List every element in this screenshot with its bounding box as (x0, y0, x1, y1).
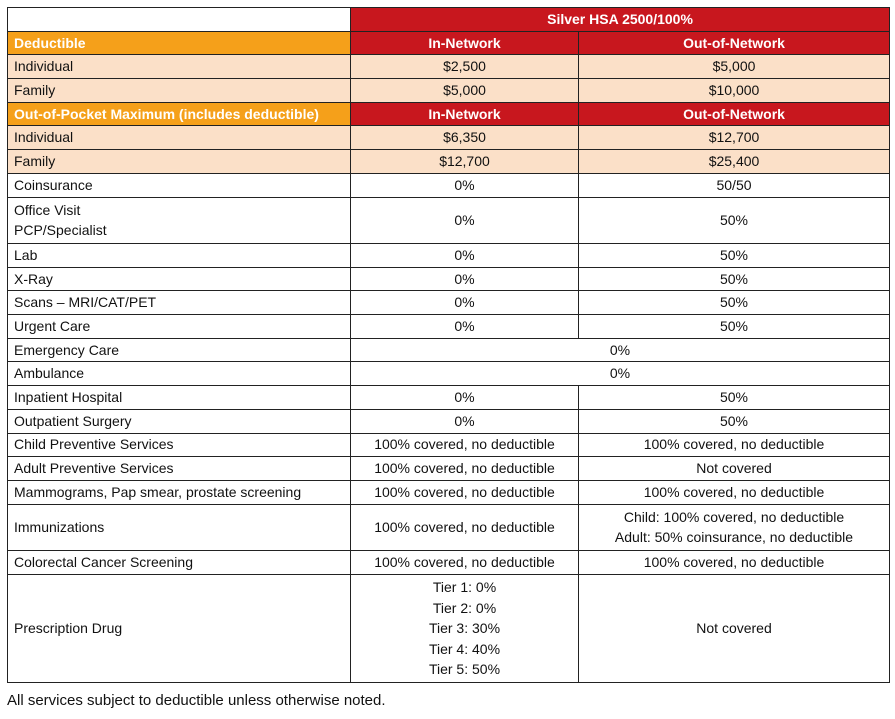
deductible-header-label: Deductible (8, 31, 351, 55)
tier-item: Tier 5: 50% (428, 661, 501, 677)
footnote: All services subject to deductible unless otherwise noted. (7, 692, 386, 709)
value-line: Adult: 50% coinsurance, no deductible (614, 529, 854, 546)
row-label: Individual (8, 126, 351, 150)
row-label: Coinsurance (8, 173, 351, 197)
row-label: Scans – MRI/CAT/PET (8, 291, 351, 315)
ambulance-row (8, 362, 890, 386)
plan-name-header: Silver HSA 2500/100% (351, 8, 890, 32)
out-network-value: 50/50 (579, 173, 890, 197)
tier-item: Tier 1: 0% (432, 579, 497, 595)
office-visit-row (8, 197, 890, 244)
in-network-header: In-Network (351, 31, 579, 55)
row-label: Mammograms, Pap smear, prostate screening (8, 480, 351, 504)
row-label: Urgent Care (8, 315, 351, 339)
child-preventive-row (8, 433, 890, 457)
out-network-value: Not covered (579, 574, 890, 682)
benefits-table (7, 7, 890, 683)
value-line: Child: 100% covered, no deductible (623, 508, 845, 525)
out-network-value: 50% (579, 267, 890, 291)
row-label: Family (8, 79, 351, 103)
row-label: Immunizations (8, 504, 351, 551)
colorectal-row (8, 551, 890, 575)
oop-individual-row (8, 126, 890, 150)
out-network-value: $10,000 (579, 79, 890, 103)
in-network-value: 100% covered, no deductible (351, 480, 579, 504)
deductible-family-row (8, 79, 890, 103)
row-label: Family (8, 150, 351, 174)
out-network-value: $25,400 (579, 150, 890, 174)
tier-item: Tier 4: 40% (428, 640, 501, 657)
xray-row (8, 267, 890, 291)
row-label: X-Ray (8, 267, 351, 291)
oop-family-row (8, 150, 890, 174)
in-network-value: 0% (351, 291, 579, 315)
row-label: Child Preventive Services (8, 433, 351, 457)
in-network-value: $6,350 (351, 126, 579, 150)
in-network-value: 0% (351, 244, 579, 268)
in-network-header: In-Network (351, 102, 579, 126)
row-label (8, 197, 351, 244)
prescription-row (8, 574, 890, 682)
row-label: Individual (8, 55, 351, 79)
emergency-care-row (8, 338, 890, 362)
in-network-value: 0% (351, 267, 579, 291)
out-network-value: 100% covered, no deductible (579, 551, 890, 575)
deductible-header-row (8, 31, 890, 55)
out-network-value: 50% (579, 386, 890, 410)
oop-header-label: Out-of-Pocket Maximum (includes deductible) (8, 102, 351, 126)
out-network-value: 100% covered, no deductible (579, 433, 890, 457)
plan-title-row (8, 8, 890, 32)
in-network-value: 0% (351, 315, 579, 339)
inpatient-row (8, 386, 890, 410)
tier-item: Tier 2: 0% (432, 599, 497, 616)
out-network-value: 50% (579, 197, 890, 244)
out-network-value: 50% (579, 315, 890, 339)
blank-corner-cell (8, 8, 351, 32)
in-network-value: 100% covered, no deductible (351, 504, 579, 551)
row-label: Outpatient Surgery (8, 409, 351, 433)
row-label: Lab (8, 244, 351, 268)
out-network-value: 50% (579, 409, 890, 433)
coinsurance-row (8, 173, 890, 197)
row-label: Adult Preventive Services (8, 457, 351, 481)
in-network-value: 0% (351, 409, 579, 433)
out-network-header: Out-of-Network (579, 31, 890, 55)
scans-row (8, 291, 890, 315)
in-network-value: 100% covered, no deductible (351, 433, 579, 457)
in-network-value: $12,700 (351, 150, 579, 174)
out-network-value: $5,000 (579, 55, 890, 79)
out-network-value: 50% (579, 244, 890, 268)
in-network-value: 0% (351, 386, 579, 410)
combined-value: 0% (351, 362, 890, 386)
in-network-value: 100% covered, no deductible (351, 457, 579, 481)
row-label: Emergency Care (8, 338, 351, 362)
out-network-value: 100% covered, no deductible (579, 480, 890, 504)
row-label: Inpatient Hospital (8, 386, 351, 410)
row-label-line: PCP/Specialist (14, 222, 107, 239)
immunizations-row (8, 504, 890, 551)
lab-row (8, 244, 890, 268)
out-network-value: $12,700 (579, 126, 890, 150)
combined-value: 0% (351, 338, 890, 362)
outpatient-row (8, 409, 890, 433)
mammograms-row (8, 480, 890, 504)
out-network-value (579, 504, 890, 551)
urgent-care-row (8, 315, 890, 339)
in-network-value: $5,000 (351, 79, 579, 103)
tier-item: Tier 3: 30% (428, 620, 501, 636)
row-label: Prescription Drug (8, 574, 351, 682)
out-network-value: 50% (579, 291, 890, 315)
deductible-individual-row (8, 55, 890, 79)
oop-header-row (8, 102, 890, 126)
adult-preventive-row (8, 457, 890, 481)
in-network-value: $2,500 (351, 55, 579, 79)
out-network-header: Out-of-Network (579, 102, 890, 126)
in-network-value: 0% (351, 197, 579, 244)
row-label: Ambulance (8, 362, 351, 386)
out-network-value: Not covered (579, 457, 890, 481)
tier-list (351, 574, 579, 682)
in-network-value: 100% covered, no deductible (351, 551, 579, 575)
in-network-value: 0% (351, 173, 579, 197)
row-label-line: Office Visit (14, 201, 81, 218)
row-label: Colorectal Cancer Screening (8, 551, 351, 575)
